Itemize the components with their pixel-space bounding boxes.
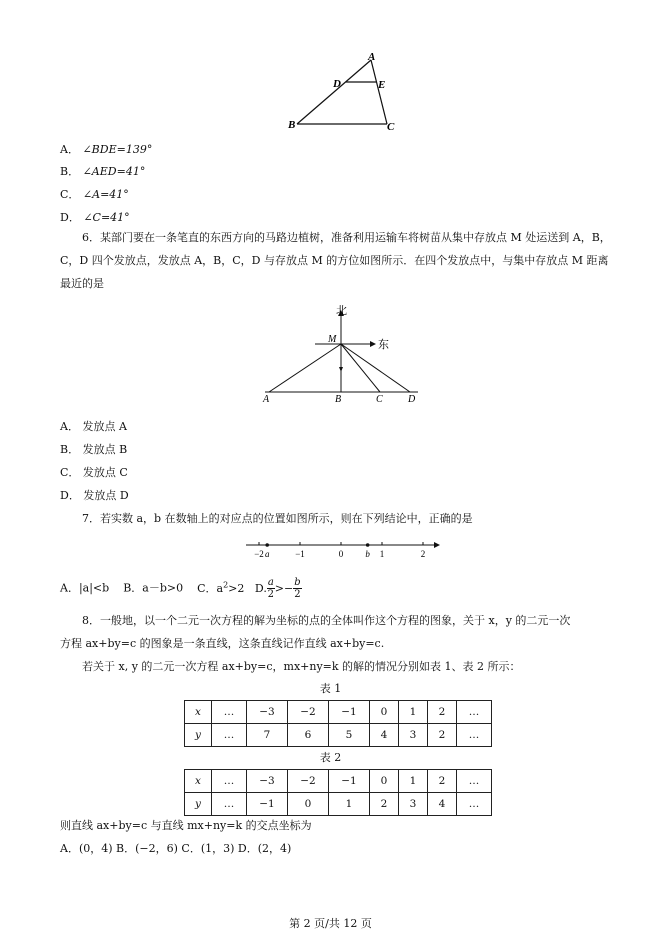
q5-option-b: B． ∠AED=41° [60,165,146,178]
table-cell: −1 [329,770,370,793]
table-cell: 1 [399,770,428,793]
q8-options: A．(0，4) B．(−2，6) C．(1，3) D．(2，4) [60,842,292,855]
q7-option-d: D. $\frac{a}{2}$ >− $\frac{b}{2}$ [254,577,301,600]
table-cell: 1 [399,701,428,724]
north-label: 北 [336,305,347,317]
q6-option-d: D． 发放点 D [60,489,129,502]
table-cell: … [457,724,492,747]
table-row [185,701,492,724]
label-D2: D [408,394,416,404]
page-footer: 第 2 页/共 12 页 [289,917,372,930]
q5-option-c: C． ∠A=41° [60,188,129,201]
table-cell: 2 [428,724,457,747]
table-row [185,793,492,816]
label-M: M [328,334,337,345]
label-B: B [288,119,296,131]
table-cell: … [457,701,492,724]
q8-line1: 8．一般地，以一个二元一次方程的解为坐标的点的全体叫作这个方程的图象，关于 x，y 的二元一次 [82,614,571,627]
table-cell: 5 [329,724,370,747]
q8-line2: 方程 ax+by=c 的图象是一条直线，这条直线记作直线 ax+by=c. [60,637,385,650]
table-cell: y [185,724,212,747]
label-D: D [333,78,341,90]
table-cell: −1 [247,793,288,816]
table-cell: 2 [370,793,399,816]
table-cell: −1 [329,701,370,724]
table-cell: … [457,793,492,816]
table-cell: … [457,770,492,793]
table-cell: 2 [428,770,457,793]
label-B2: B [335,394,342,404]
table-cell: −3 [247,770,288,793]
q6-stem: 6．某部门要在一条笔直的东西方向的马路边植树，准备利用运输车将树苗从集中存放点 M 处运送到 A，B，C，D 四个发放点，发放点 A，B，C，D 与存放点 M 的方位如图所示．在四个发放点中，与集中存放点 M 距离最近的是 [60,231,611,290]
point-b [366,543,370,547]
label-A: A [368,51,376,63]
table-cell: 2 [428,701,457,724]
table-cell: … [212,793,247,816]
q7-option-b: B．a－b>0 [123,581,184,595]
q7-option-a: A．|a|<b [60,581,110,595]
east-label: 东 [378,339,389,351]
table2-title: 表 2 [319,751,342,764]
table-row [185,770,492,793]
q8-line3: 若关于 x, y 的二元一次方程 ax+by=c，mx+ny=k 的解的情况分别如表 1、表 2 所示： [82,660,521,673]
q5-option-a: A． ∠BDE=139° [60,143,153,156]
triangle-figure [280,48,400,133]
table-cell: y [185,793,212,816]
q8-question: 则直线 ax+by=c 与直线 mx+ny=k 的交点坐标为 [60,819,312,832]
q5-option-d: D． ∠C=41° [60,211,130,224]
table-cell: −2 [288,701,329,724]
label-A2: A [263,394,270,404]
q6-option-b: B． 发放点 B [60,443,128,456]
tick-label: −2 [254,549,264,559]
direction-figure [255,300,430,404]
tick-label: 1 [379,549,385,559]
table-row [185,724,492,747]
point-a [265,543,269,547]
tick-label: b [365,549,370,559]
table-cell: 6 [288,724,329,747]
table-1 [184,700,492,747]
table-cell: 4 [370,724,399,747]
table-2 [184,769,492,816]
table-cell: 3 [399,724,428,747]
q6-option-a: A． 发放点 A [60,420,127,433]
label-C2: C [376,394,383,404]
tick-label: −1 [295,549,305,559]
table-cell: 7 [247,724,288,747]
label-E: E [378,79,386,91]
table-cell: −3 [247,701,288,724]
tick-label: a [264,549,270,559]
q6-option-c: C． 发放点 C [60,466,128,479]
table1-title: 表 1 [319,682,342,695]
table-cell: … [212,770,247,793]
tick-label: 2 [420,549,426,559]
table-cell: … [212,724,247,747]
q7-stem: 7．若实数 a，b 在数轴上的对应点的位置如图所示，则在下列结论中，正确的是 [82,512,473,525]
table-cell: 0 [370,701,399,724]
q7-options [60,577,302,600]
table-cell: x [185,701,212,724]
number-line [240,535,445,559]
table-cell: … [212,701,247,724]
table-cell: 3 [399,793,428,816]
label-C: C [387,121,395,133]
table-cell: 0 [288,793,329,816]
q7-option-c: C．$a^2>2$ [197,579,245,595]
tick-label: 0 [338,549,344,559]
table-cell: x [185,770,212,793]
table-cell: 4 [428,793,457,816]
table-cell: −2 [288,770,329,793]
table-cell: 1 [329,793,370,816]
table-cell: 0 [370,770,399,793]
